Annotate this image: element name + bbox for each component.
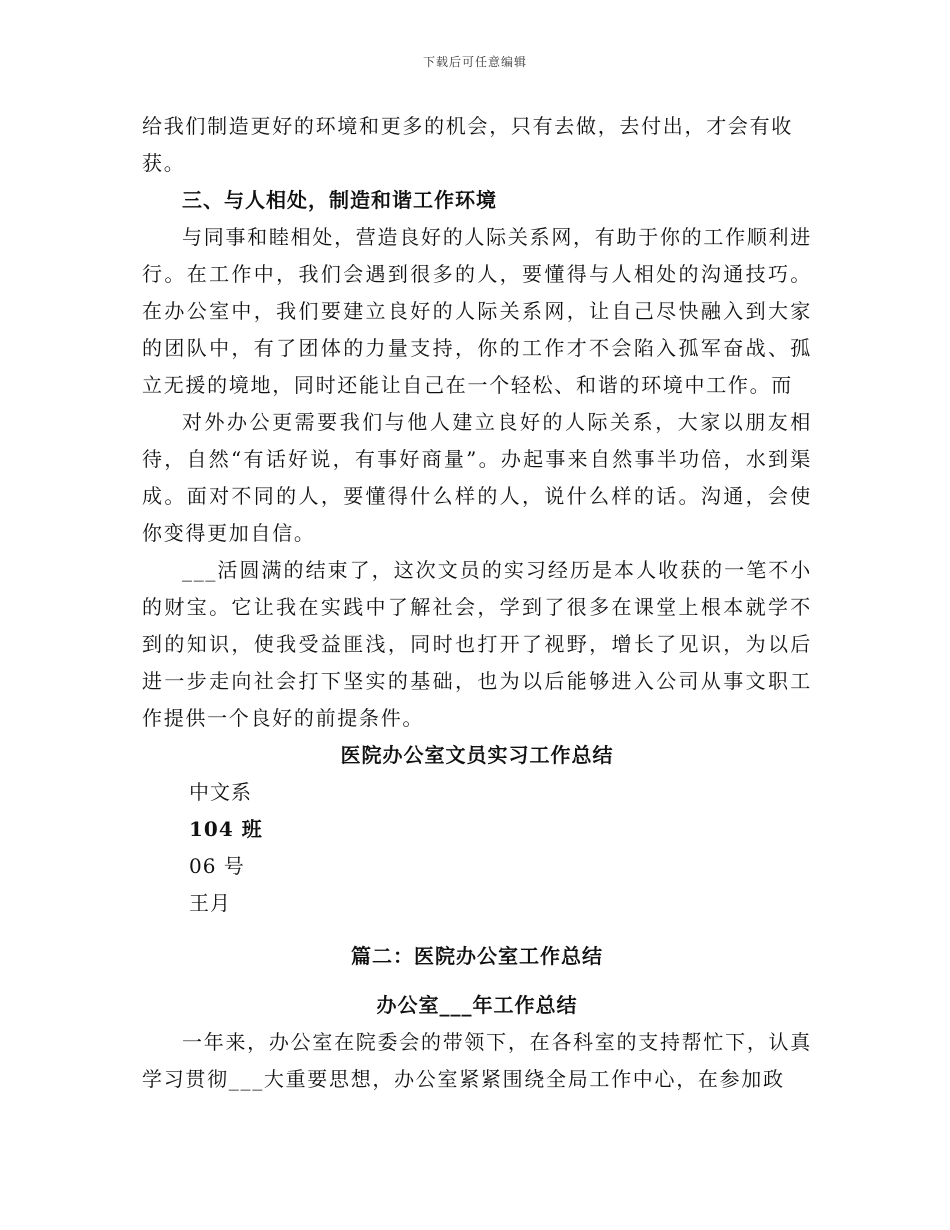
- section-heading-3: 三、与人相处，制造和谐工作环境: [182, 188, 497, 212]
- spacer: [142, 922, 812, 934]
- paragraph-annual-summary: 一年来，办公室在院委会的带领下，在各科室的支持帮忙下，认真学习贯彻___大重要思想，办公室紧紧围绕全局工作中心，在参加政: [142, 1030, 812, 1091]
- article-subtitle-annual: 办公室___年工作总结: [376, 993, 578, 1017]
- page-header: 下载后可任意编辑: [422, 55, 527, 69]
- author-number: 06 号: [189, 854, 245, 878]
- spacer: [142, 975, 812, 987]
- paragraph-continuation: 给我们制造更好的环境和更多的机会，只有去做，去付出，才会有收获。: [142, 114, 793, 175]
- author-name: 王月: [189, 891, 231, 915]
- author-class: 104 班: [189, 817, 263, 841]
- paragraph-external-relations: 对外办公更需要我们与他人建立良好的人际关系，大家以朋友相待，自然“有话好说，有事好商量”。办起事来自然事半功倍，水到渠成。面对不同的人，要懂得什么样的人，说什么样的话。沟通，会使你变得更加自信。: [142, 410, 812, 545]
- paragraph-colleagues: 与同事和睦相处，营造良好的人际关系网，有助于你的工作顺利进行。在工作中，我们会遇到很多的人，要懂得与人相处的沟通技巧。在办公室中，我们要建立良好的人际关系网，让自己尽快融入到大家的团队中，有了团体的力量支持，你的工作才不会陷入孤军奋战、孤立无援的境地，同时还能让自己在一个轻松、和谐的环境中工作。而: [142, 225, 812, 397]
- article-title-part2: 篇二：医院办公室工作总结: [351, 944, 603, 968]
- author-department: 中文系: [189, 780, 252, 804]
- document-body: [142, 108, 812, 1098]
- paragraph-conclusion: ___活圆满的结束了，这次文员的实习经历是本人收获的一笔不小的财宝。它让我在实践中了解社会，学到了很多在课堂上根本就学不到的知识，使我受益匪浅，同时也打开了视野，增长了见识，为以后进一步走向社会打下坚实的基础，也为以后能够进入公司从事文职工作提供一个良好的前提条件。: [142, 558, 812, 730]
- document-title-internship: 医院办公室文员实习工作总结: [340, 743, 614, 767]
